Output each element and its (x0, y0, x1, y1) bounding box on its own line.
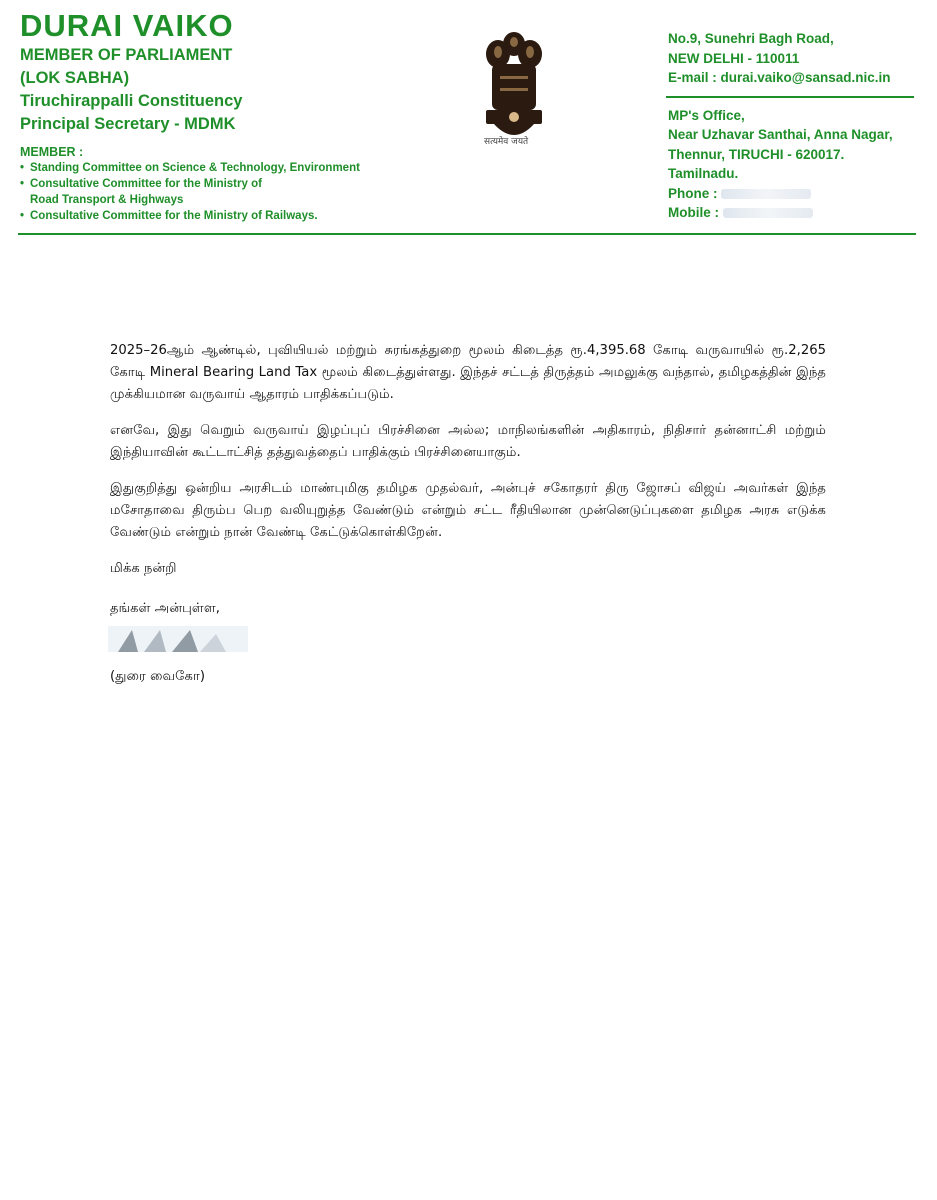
signatory-name: (துரை வைகோ) (110, 669, 205, 684)
mp-name: DURAI VAIKO (20, 8, 234, 43)
address-divider (666, 96, 914, 98)
office-address-line: MP's Office, (668, 107, 745, 123)
letter-paragraph: இதுகுறித்து ஒன்றிய அரசிடம் மாண்புமிகு தமிழக முதல்வர், அன்புச் சகோதரர் திரு ஜோசப் விஜய் அவர்கள் இந்த மசோதாவை திரும்ப பெற வலியுறுத்த வேண்டும் என்றும் சட்ட ரீதியிலான முன்னெடுப்புகளை தமிழக அரசு எடுக்க வேண்டும் என்றும் நான் வேண்டி கேட்டுக்கொள்கிறேன். (110, 481, 826, 540)
email-line: E-mail : durai.vaiko@sansad.nic.in (668, 70, 891, 85)
letterhead-divider (18, 233, 916, 235)
redacted-mobile (723, 208, 813, 218)
redacted-signature (108, 626, 248, 652)
letter-paragraph: எனவே, இது வெறும் வருவாய் இழப்புப் பிரச்சினை அல்ல; மாநிலங்களின் அதிகாரம், நிதிசார் தன்னாட்சி மற்றும் இந்தியாவின் கூட்டாட்சித் தத்துவத்தைப் பாதிக்கும் பிரச்சினையாகும். (110, 423, 826, 460)
letter-paragraph: 2025–26ஆம் ஆண்டில், புவியியல் மற்றும் சுரங்கத்துறை மூலம் கிடைத்த ரூ.4,395.68 கோடி வருவாயில் ரூ.2,265 கோடி Mineral Bearing Land Tax மூலம் கிடைத்துள்ளது. இந்தச் சட்டத் திருத்தம் அமலுக்கு வந்தால், தமிழகத்தின் இந்த முக்கியமான வருவாய் ஆதாரம் பாதிக்கப்படும். (110, 343, 826, 402)
party-position-line: Principal Secretary - MDMK (20, 115, 236, 133)
house-line: (LOK SABHA) (20, 69, 130, 87)
thanks-line: மிக்க நன்றி (110, 561, 177, 576)
constituency-line: Tiruchirappalli Constituency (20, 92, 243, 110)
phone-label: Phone : (668, 185, 718, 201)
membership-item: • Standing Committee on Science & Technology, Environment (20, 160, 440, 176)
letterhead-left (20, 8, 440, 224)
member-heading: MEMBER : (20, 145, 84, 159)
redacted-phone (721, 189, 811, 199)
emblem-motto: सत्यमेव जयते (484, 137, 529, 147)
office-address-line: Thennur, TIRUCHI - 620017. (668, 146, 845, 162)
delhi-address-line: No.9, Sunehri Bagh Road, (668, 31, 834, 46)
designation-line: MEMBER OF PARLIAMENT (20, 46, 233, 64)
office-address-line: Tamilnadu. (668, 166, 739, 181)
membership-item: • Consultative Committee for the Ministry of Railways. (20, 208, 440, 224)
delhi-address-line: NEW DELHI - 110011 (668, 50, 800, 66)
mobile-label: Mobile : (668, 205, 719, 220)
phone-line (668, 184, 928, 204)
mobile-line (668, 203, 928, 223)
membership-list (20, 160, 440, 224)
office-address-line: Near Uzhavar Santhai, Anna Nagar, (668, 127, 893, 142)
membership-item: • Consultative Committee for the Ministry of Road Transport & Highways (20, 176, 280, 208)
letterhead-right (668, 29, 928, 223)
letter-body (110, 340, 826, 688)
regards-line: தங்கள் அன்புள்ள, (110, 601, 220, 616)
